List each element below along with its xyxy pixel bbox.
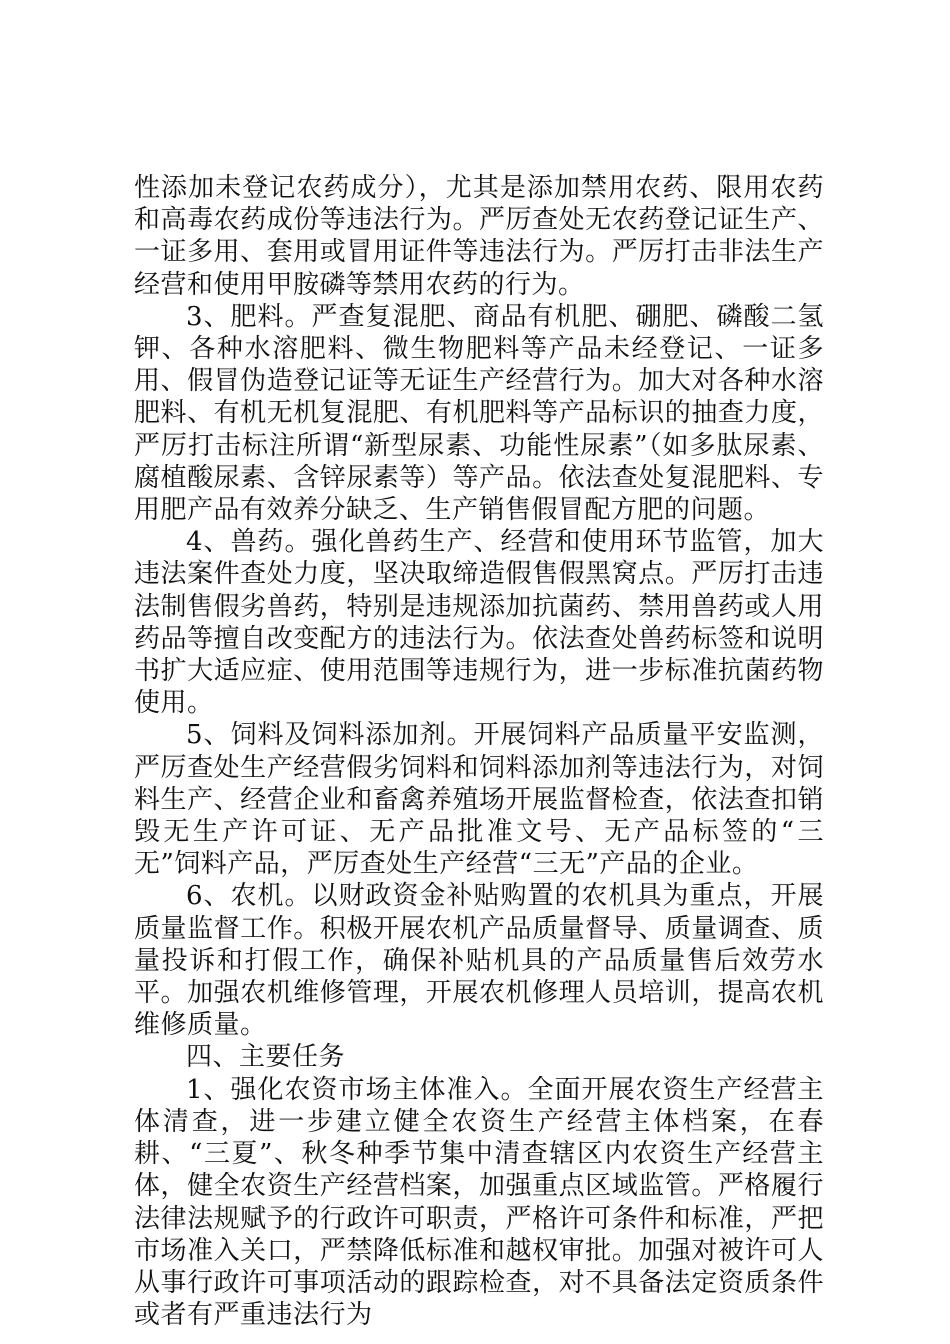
document-page	[134, 172, 824, 1331]
section-heading-main-tasks: 四、主要任务	[186, 1042, 346, 1073]
paragraph-agricultural-machinery: 6、农机。以财政资金补贴购置的农机具为重点，开展质量监督工作。积极开展农机产品质量督导、质量调查、质量投诉和打假工作，确保补贴机具的产品质量售后效劳水平。加强农机维修管理，开展农机修理人员培训，提高农机维修质量。	[134, 881, 824, 1041]
paragraph-pesticide-continued: 性添加未登记农药成分），尤其是添加禁用农药、限用农药和高毒农药成份等违法行为。严厉查处无农药登记证生产、一证多用、套用或冒用证件等违法行为。严厉打击非法生产经营和使用甲胺磷等禁用农药的行为。	[134, 173, 824, 300]
paragraph-market-entry: 1、强化农资市场主体准入。全面开展农资生产经营主体清查，进一步建立健全农资生产经营主体档案，在春耕、“三夏”、秋冬种季节集中清查辖区内农资生产经营主体，健全农资生产经营档案，加强重点区域监管。严格履行法律法规赋予的行政许可职责，严格许可条件和标准，严把市场准入关口，严禁降低标准和越权审批。加强对被许可人从事行政许可事项活动的跟踪检查，对不具备法定资质条件或者有严重违法行为	[134, 1074, 824, 1331]
paragraph-veterinary-drugs: 4、兽药。强化兽药生产、经营和使用环节监管，加大违法案件查处力度，坚决取缔造假售假黑窝点。严厉打击违法制售假劣兽药，特别是违规添加抗菌药、禁用兽药或人用药品等擅自改变配方的违法行为。依法查处兽药标签和说明书扩大适应症、使用范围等违规行为，进一步标准抗菌药物使用。	[134, 527, 824, 719]
paragraph-fertilizer: 3、肥料。严查复混肥、商品有机肥、硼肥、磷酸二氢钾、各种水溶肥料、微生物肥料等产品未经登记、一证多用、假冒伪造登记证等无证生产经营行为。加大对各种水溶肥料、有机无机复混肥、有机肥料等产品标识的抽查力度，严厉打击标注所谓“新型尿素、功能性尿素”（如多肽尿素、腐植酸尿素、含锌尿素等）等产品。依法查处复混肥料、专用肥产品有效养分缺乏、生产销售假冒配方肥的问题。	[134, 301, 824, 526]
paragraph-feed-additives: 5、饲料及饲料添加剂。开展饲料产品质量平安监测，严厉查处生产经营假劣饲料和饲料添加剂等违法行为，对饲料生产、经营企业和畜禽养殖场开展监督检查，依法查扣销毁无生产许可证、无产品批准文号、无产品标签的“三无”饲料产品，严厉查处生产经营“三无”产品的企业。	[134, 720, 824, 880]
